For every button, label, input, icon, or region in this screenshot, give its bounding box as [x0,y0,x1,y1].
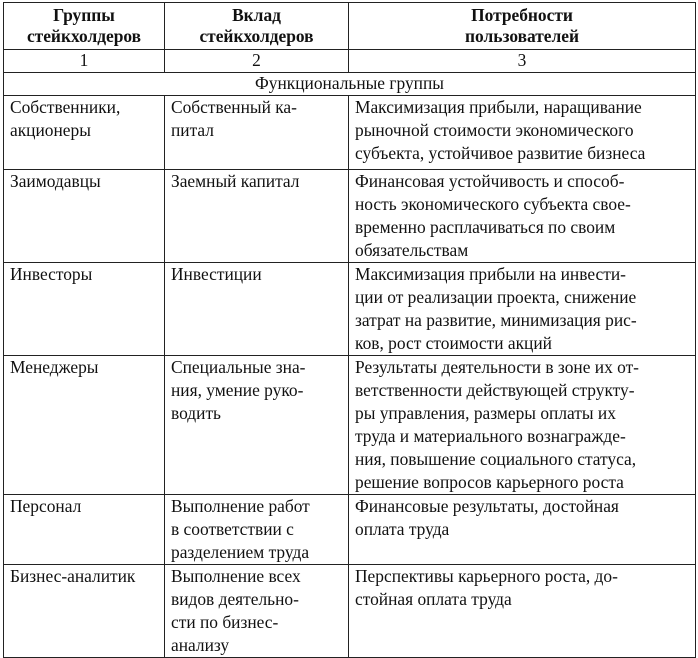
column-number-row [4,50,696,73]
cell-contribution: Выполнение всех видов деятельно- сти по бизнес- анализу [165,565,349,658]
header-stakeholder-contribution: Вклад стейкхолдеров [165,3,349,50]
header-user-needs: Потребности пользователей [349,3,696,50]
cell-group: Персонал [4,495,165,565]
cell-needs: Финансовая устойчивость и способ- ность экономического субъекта свое- временно расплачиваться по своим обязательствам [349,170,696,263]
cell-contribution: Собственный ка- питал [165,96,349,170]
cell-group: Заимодавцы [4,170,165,263]
table-row-owners [4,96,696,170]
column-number-1: 1 [4,50,165,73]
column-number-2: 2 [165,50,349,73]
table-row-personnel [4,495,696,565]
header-stakeholder-groups: Группы стейкхолдеров [4,3,165,50]
cell-group: Собственники, акционеры [4,96,165,170]
stakeholder-table [3,2,696,658]
table-row-lenders [4,170,696,263]
cell-group: Менеджеры [4,356,165,495]
cell-group: Бизнес-аналитик [4,565,165,658]
cell-needs: Перспективы карьерного роста, до- стойная оплата труда [349,565,696,658]
cell-needs: Максимизация прибыли на инвести- ции от реализации проекта, снижение затрат на развитие, минимизация рис- ков, рост стоимости акций [349,263,696,356]
cell-group: Инвесторы [4,263,165,356]
cell-needs: Максимизация прибыли, наращивание рыночной стоимости экономического субъекта, устойчивое развитие бизнеса [349,96,696,170]
cell-contribution: Инвестиции [165,263,349,356]
cell-contribution: Специальные зна- ния, умение руко- водить [165,356,349,495]
header-row [4,3,696,50]
cell-needs: Финансовые результаты, достойная оплата труда [349,495,696,565]
section-title: Функциональные группы [4,73,696,96]
cell-contribution: Заемный капитал [165,170,349,263]
table-row-business-analyst [4,565,696,658]
cell-contribution: Выполнение работ в соответствии с разделением труда [165,495,349,565]
column-number-3: 3 [349,50,696,73]
table-row-managers [4,356,696,495]
cell-needs: Результаты деятельности в зоне их от- ветственности действующей структу- ры управления, размеры оплаты их труда и материального вознагражде- ния, повышение социального статуса, решение вопросов карьерного роста [349,356,696,495]
section-row [4,73,696,96]
table-row-investors [4,263,696,356]
